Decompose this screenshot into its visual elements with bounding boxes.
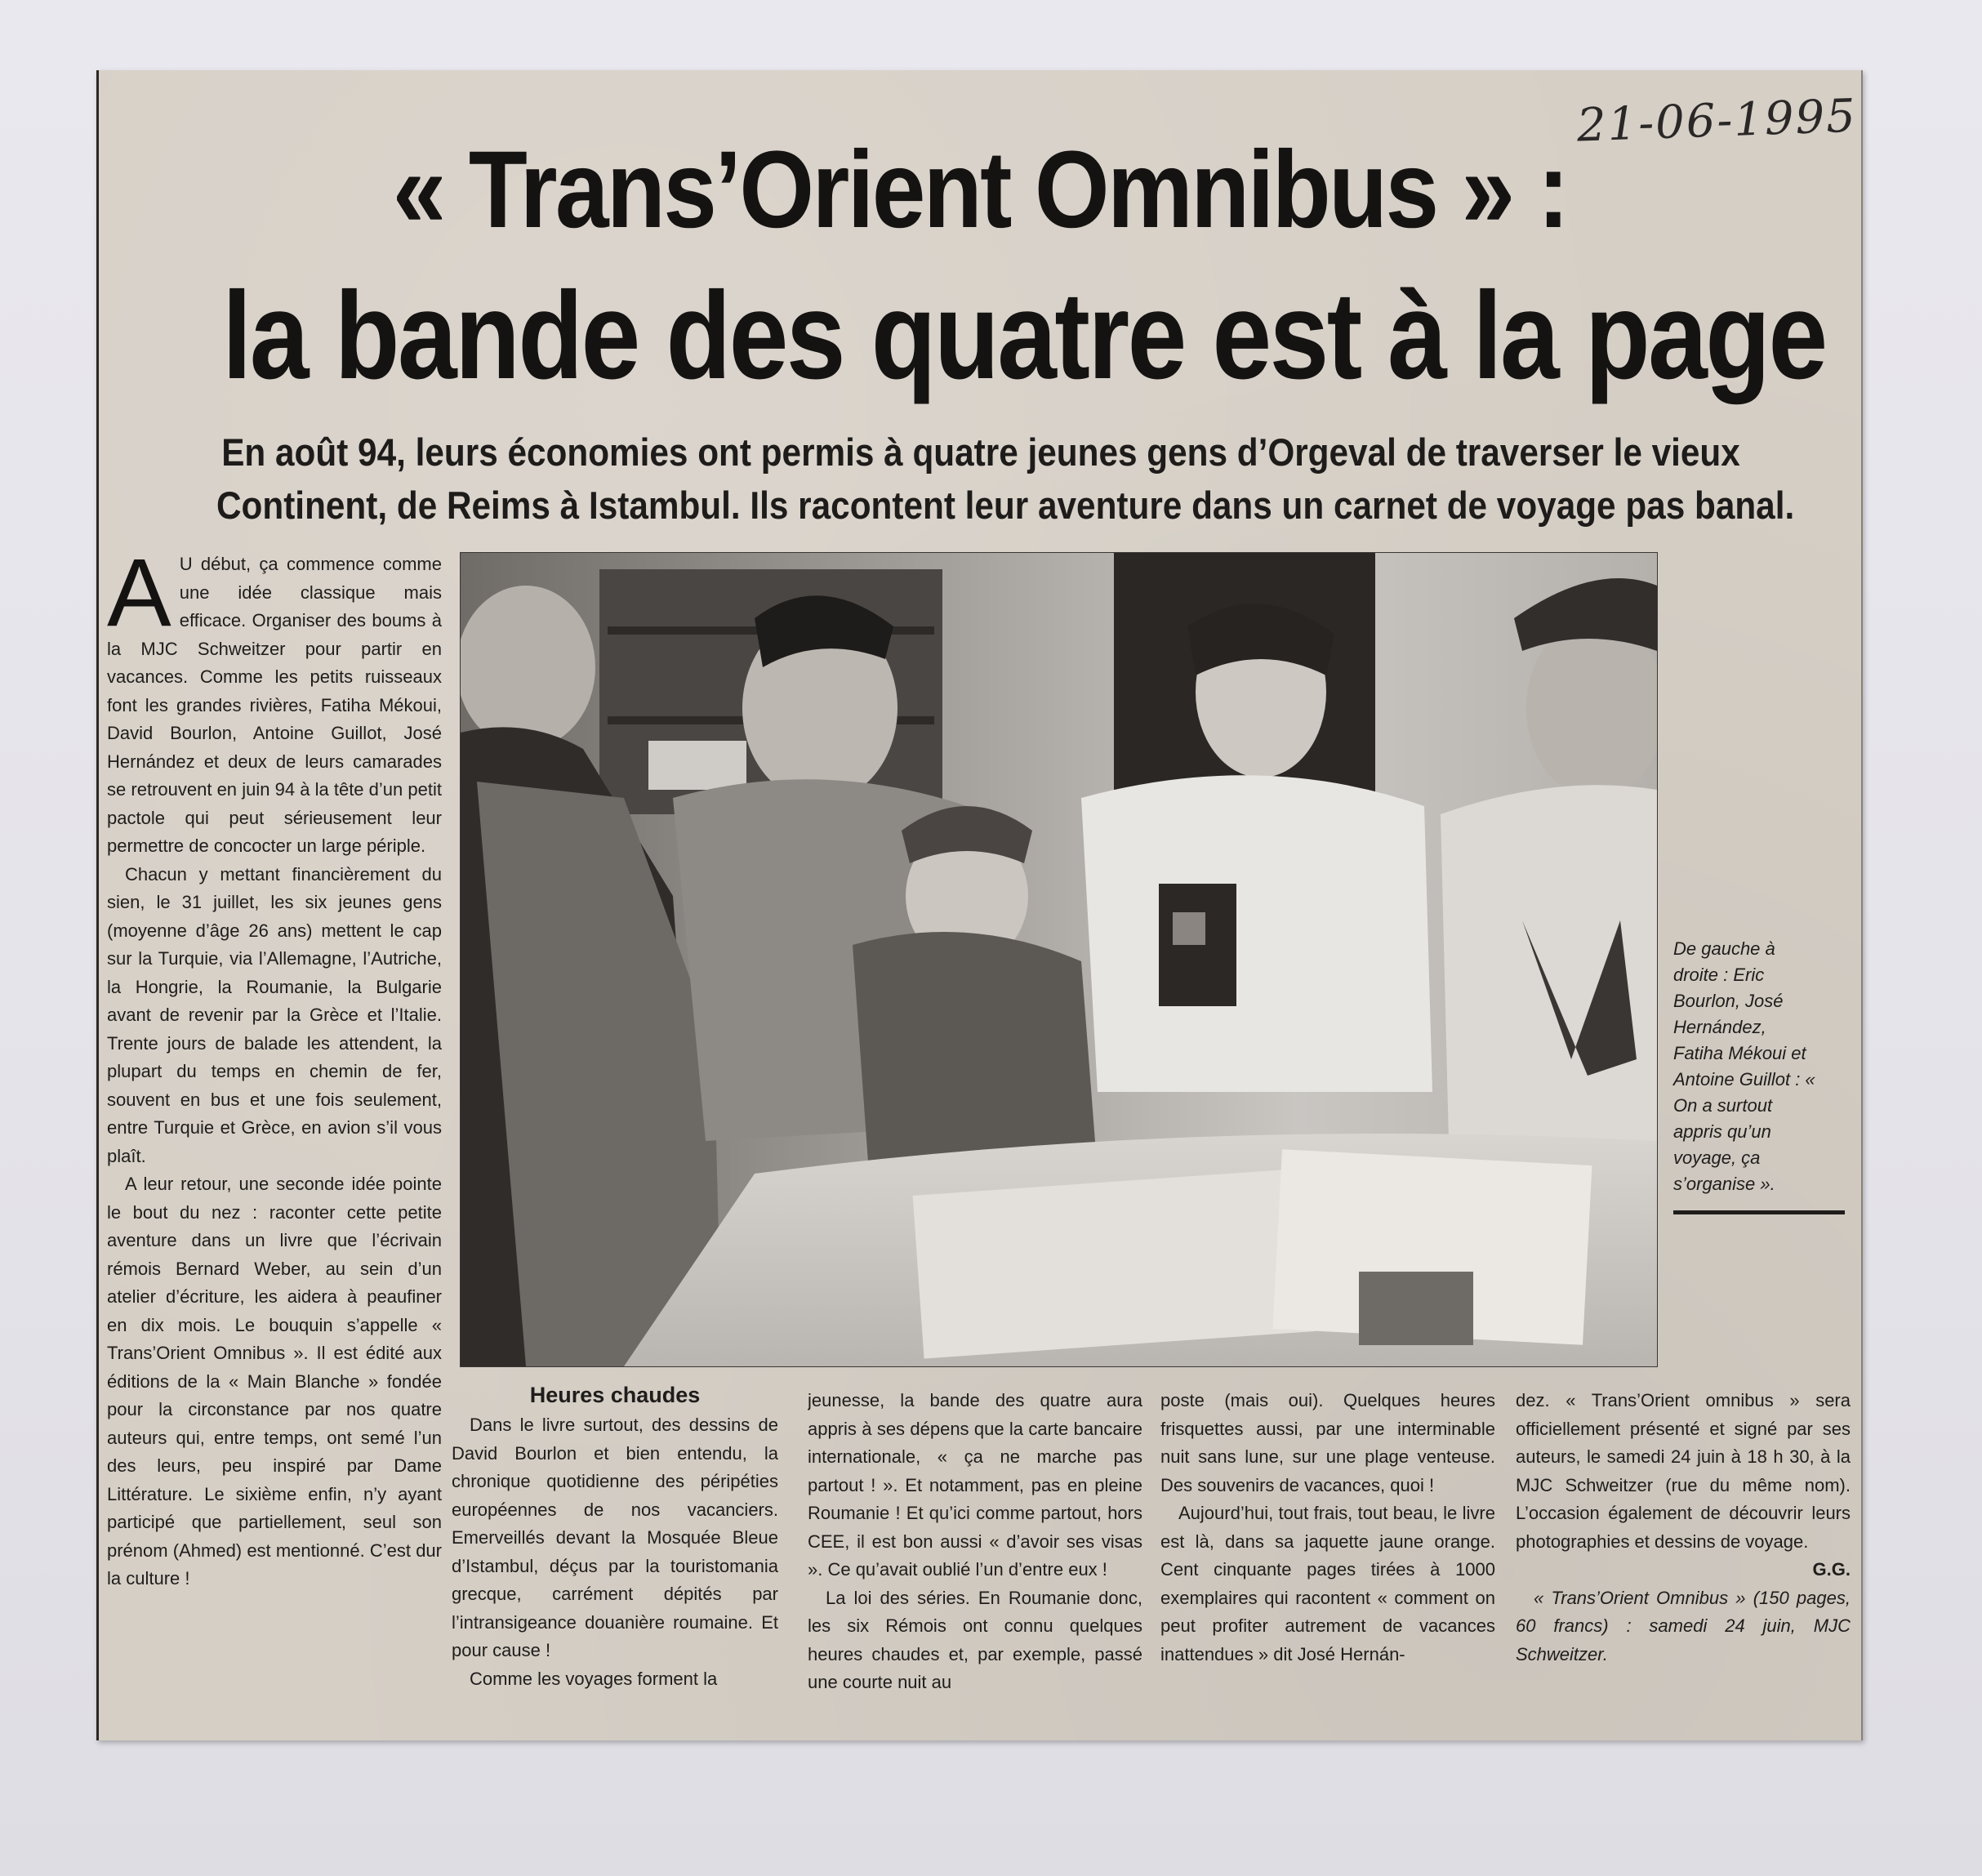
drop-cap: A [107, 550, 171, 647]
paragraph-8: poste (mais oui). Quelques heures frisquettes aussi, par une interminable nuit sans lune, sur une plage venteuse. Des souvenirs de vacances, quoi ! [1160, 1390, 1495, 1495]
standfirst-line-1: En août 94, leurs économies ont permis à quatre jeunes gens d’Orgeval de traverser le vieux [221, 430, 1740, 474]
paragraph-3: A leur retour, une seconde idée pointe le bout du nez : raconter cette petite aventure dans un livre que l’écrivain rémois Bernard Weber, au sein d’un atelier d’écriture, les aidera à peaufiner en dix mois. Le bouquin s’appelle « Trans’Orient Omnibus ». Il est édité aux éditions de la « Main Blanche » fondée pour la circonstance par nos quatre auteurs qui, entre temps, ont semé l’un des leurs, peu inspiré par Dame Littérature. Le sixième enfin, n’y ayant participé que partiellement, seul son prénom (Ahmed) est mentionné. C’est dur la culture ! [107, 1174, 442, 1589]
article-column-5 [1516, 1387, 1851, 1746]
paragraph-7: La loi des séries. En Roumanie donc, les six Rémois ont connu quelques heures chaudes et, par exemple, passé une courte nuit au [808, 1587, 1142, 1692]
headline-line-2: la bande des quatre est à la page [222, 266, 1826, 405]
author-signature: G.G. [1812, 1559, 1851, 1580]
subhead: Heures chaudes [529, 1383, 701, 1407]
book-info: « Trans’Orient Omnibus » (150 pages, 60 francs) : samedi 24 juin, MJC Schweitzer. [1516, 1587, 1851, 1664]
handwritten-date: 21-06-1995 [1575, 89, 1858, 153]
caption-rule [1673, 1210, 1845, 1214]
paragraph-1-text: U début, ça commence comme une idée classique mais efficace. Organiser des boums à la MJC Schweitzer pour partir en vacances. Comme les petits ruisseaux font les grandes rivières, Fatiha Mékoui, David Bourlon, Antoine Guillot, José Hernández et deux de leurs camarades se retrouvent en juin 94 à la tête d’un petit pactole qui peut sérieusement leur permettre de concocter un large périple. [107, 554, 442, 856]
paragraph-10: dez. « Trans’Orient omnibus » sera officiellement présenté et signé par ses auteurs, le samedi 24 juin à 18 h 30, à la MJC Schweitzer (rue du même nom). L’occasion également de découvrir leurs photographies et dessins de voyage. [1516, 1390, 1851, 1552]
article-column-2 [452, 1379, 778, 1746]
paragraph-4: Dans le livre surtout, des dessins de David Bourlon et bien entendu, la chronique quotidienne des péripéties européennes de nos vacanciers. Emerveillés devant la Mosquée Bleue d’Istambul, déçus par la touristomania grecque, carrément dépités par l’intransigeance douanière roumaine. Et pour cause ! [452, 1415, 778, 1660]
headline-line-1: « Trans’Orient Omnibus » : [392, 129, 1568, 251]
newspaper-clipping [96, 70, 1863, 1740]
standfirst-line-2: Continent, de Reims à Istambul. Ils racontent leur aventure dans un carnet de voyage pas banal. [216, 483, 1795, 527]
article-column-1 [107, 550, 442, 1743]
paragraph-9: Aujourd’hui, tout frais, tout beau, le livre est là, dans sa jaquette jaune orange. Cent cinquante pages tirées à 1000 exemplaires qui racontent « comment on peut profiter autrement de vacances inattendues » dit José Hernán- [1160, 1503, 1495, 1664]
article-column-4 [1160, 1387, 1495, 1746]
paragraph-1 [107, 550, 442, 861]
article-column-3 [808, 1387, 1142, 1746]
paragraph-6: jeunesse, la bande des quatre aura appris à ses dépens que la carte bancaire internationale, « ça ne marche pas partout ! ». Et notamment, pas en pleine Roumanie ! Et qu’ici comme partout, hors CEE, il est bon aussi « d’avoir ses visas ». Ce qu’avait oublié l’un d’entre eux ! [808, 1390, 1142, 1580]
paragraph-5: Comme les voyages forment la [470, 1668, 718, 1689]
paragraph-2: Chacun y mettant financièrement du sien, le 31 juillet, les six jeunes gens (moyenne d’âge 26 ans) mettent le cap sur la Turquie, via l’Allemagne, l’Autriche, la Hongrie, la Roumanie, la Bulgarie avant de revenir par la Grèce et l’Italie. Trente jours de balade les attendent, la plupart du temps en chemin de fer, souvent en bus et une fois seulement, entre Turquie et Grèce, en avion s’il vous plaît. [107, 863, 442, 1166]
photo-caption: De gauche à droite : Eric Bourlon, José Hernández, Fatiha Mékoui et Antoine Guillot : « On a surtout appris qu’un voyage, ça s’organise ». [1673, 938, 1815, 1194]
group-photo [460, 552, 1658, 1367]
